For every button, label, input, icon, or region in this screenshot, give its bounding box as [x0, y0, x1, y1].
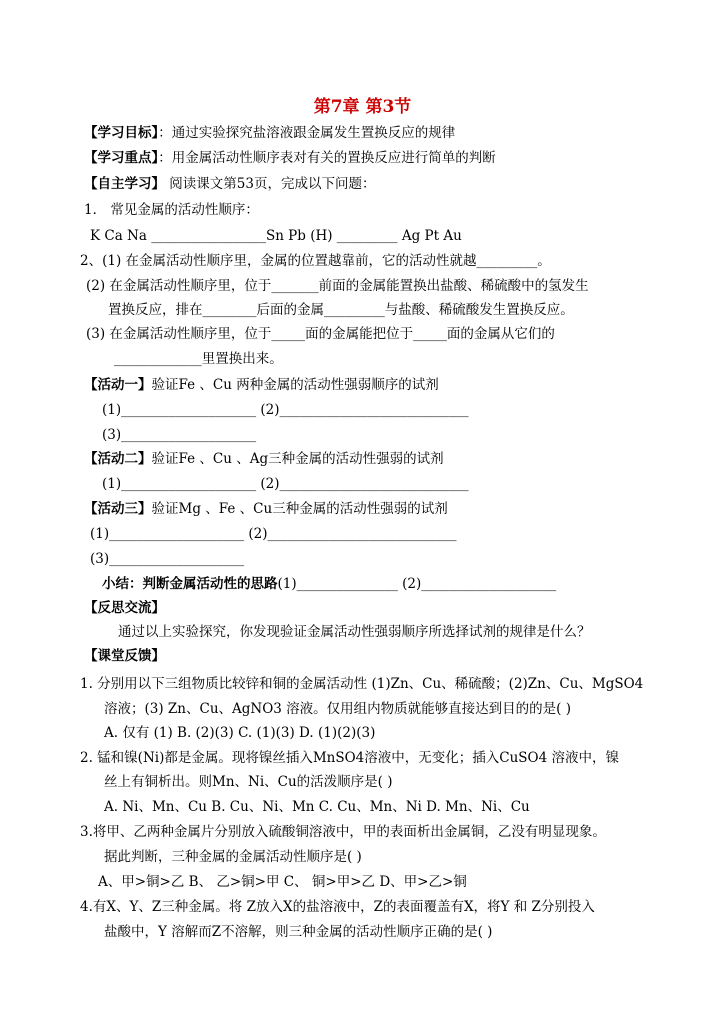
text-line: [104, 922, 492, 942]
line-text: A、甲>铜>乙 B、 乙>铜>甲 C、 铜>甲>乙 D、甲>乙>铜: [98, 874, 467, 890]
text-line: [84, 646, 165, 666]
text-line: [102, 425, 256, 445]
line-text: ：通过实验探究盐溶液跟金属发生置换反应的规律: [158, 125, 456, 141]
text-line: [80, 897, 595, 917]
text-line: [80, 748, 619, 768]
text-line: [102, 400, 469, 420]
line-text: (3)____________________: [90, 551, 245, 567]
text-line: [80, 251, 551, 271]
text-line: [84, 174, 375, 194]
text-line: [104, 797, 530, 817]
section-label: 【学习重点】: [84, 150, 159, 166]
line-text: (1)_______________ (2)____________________: [277, 576, 557, 592]
line-text: K Ca Na _________________Sn Pb (H) _________ Ag Pt Au: [90, 228, 462, 244]
text-line: [84, 123, 455, 143]
section-label: 【反思交流】: [84, 600, 165, 616]
line-text: 3.将甲、乙两种金属片分别放入硫酸铜溶液中，甲的表面析出金属铜，乙没有明显现象。: [80, 824, 606, 840]
text-line: [80, 674, 643, 694]
line-text: (2) 在金属活动性顺序里，位于_______前面的金属能置换出盐酸、稀硫酸中的氢发生: [86, 278, 589, 294]
line-text: 1． 常见金属的活动性顺序：: [84, 202, 259, 218]
text-line: [84, 375, 439, 395]
text-line: [104, 699, 571, 719]
line-text: 丝上有铜析出。则Mn、Ni、Cu的活泼顺序是( ): [104, 774, 393, 790]
line-text: 4.有X、Y、Z三种金属。将 Z放入X的盐溶液中，Z的表面覆盖有X，将Y 和 Z分别投入: [80, 899, 595, 915]
line-text: A. 仅有 (1) B. (2)(3) C. (1)(3) D. (1)(2)(3): [104, 725, 376, 741]
text-line: [86, 324, 555, 344]
line-text: 1. 分别用以下三组物质比较锌和铜的金属活动性 (1)Zn、Cu、稀硫酸；(2)Zn、Cu、MgSO4: [80, 676, 644, 692]
line-text: 阅读课文第53页，完成以下问题：: [165, 176, 376, 192]
text-line: [108, 300, 574, 320]
text-line: [102, 474, 469, 494]
page-title: 第7章 第3节: [313, 97, 412, 117]
line-text: (1)____________________ (2)____________________________: [102, 402, 469, 418]
section-label: 【活动三】: [84, 501, 152, 517]
line-text: ：用金属活动性顺序表对有关的置换反应进行简单的判断: [158, 150, 496, 166]
text-line: [104, 847, 362, 867]
text-line: [84, 499, 448, 519]
line-text: 2. 锰和镍(Ni)都是金属。现将镍丝插入MnSO4溶液中，无变化；插入CuSO4 溶液中，镍: [80, 750, 619, 766]
line-text: (1)____________________ (2)____________________________: [90, 526, 457, 542]
text-line: [90, 524, 457, 544]
section-label: 【课堂反馈】: [84, 648, 165, 664]
section-label: 小结：判断金属活动性的思路: [102, 576, 278, 592]
text-line: [98, 872, 467, 892]
line-text: 验证Mg 、Fe 、Cu三种金属的活动性强弱的试剂: [151, 501, 448, 517]
line-text: 验证Fe 、Cu 、Ag三种金属的活动性强弱的试剂: [151, 451, 444, 467]
section-label: 【活动二】: [84, 451, 152, 467]
text-line: [104, 772, 393, 792]
line-text: (3)____________________: [102, 427, 257, 443]
text-line: [84, 449, 444, 469]
line-text: 据此判断，三种金属的金属活动性顺序是( ): [104, 849, 362, 865]
line-text: A. Ni、Mn、Cu B. Cu、Ni、Mn C. Cu、Mn、Ni D. Mn、Ni、Cu: [104, 799, 530, 815]
section-label: 【学习目标】: [84, 125, 159, 141]
line-text: 溶液；(3) Zn、Cu、AgNO3 溶液。仅用组内物质就能够直接达到目的的是( ): [104, 701, 571, 717]
line-text: (1)____________________ (2)____________________________: [102, 476, 469, 492]
text-line: [104, 723, 375, 743]
text-line: [86, 276, 589, 296]
section-label: 【活动一】: [84, 377, 152, 393]
line-text: 通过以上实验探究，你发现验证金属活动性强弱顺序所选择试剂的规律是什么？: [118, 624, 591, 640]
line-text: 2、(1) 在金属活动性顺序里，金属的位置越靠前，它的活动性就越_________。: [80, 253, 551, 269]
text-line: [84, 148, 496, 168]
line-text: 验证Fe 、Cu 两种金属的活动性强弱顺序的试剂: [151, 377, 439, 393]
text-line: [84, 598, 165, 618]
section-label: 【自主学习】: [84, 176, 165, 192]
text-line: [90, 226, 462, 246]
text-line: [84, 200, 259, 220]
line-text: 盐酸中，Y 溶解而Z不溶解，则三种金属的活动性顺序正确的是( ): [104, 924, 493, 940]
line-text: 置换反应，排在________后面的金属_________与盐酸、稀硫酸发生置换反应。: [108, 302, 574, 318]
line-text: _____________里置换出来。: [114, 351, 283, 367]
text-line: [118, 622, 591, 642]
line-text: (3) 在金属活动性顺序里，位于_____面的金属能把位于_____面的金属从它们的: [86, 326, 555, 342]
text-line: [114, 349, 283, 369]
text-line: [80, 822, 606, 842]
text-line: [102, 574, 556, 594]
text-line: [90, 549, 244, 569]
